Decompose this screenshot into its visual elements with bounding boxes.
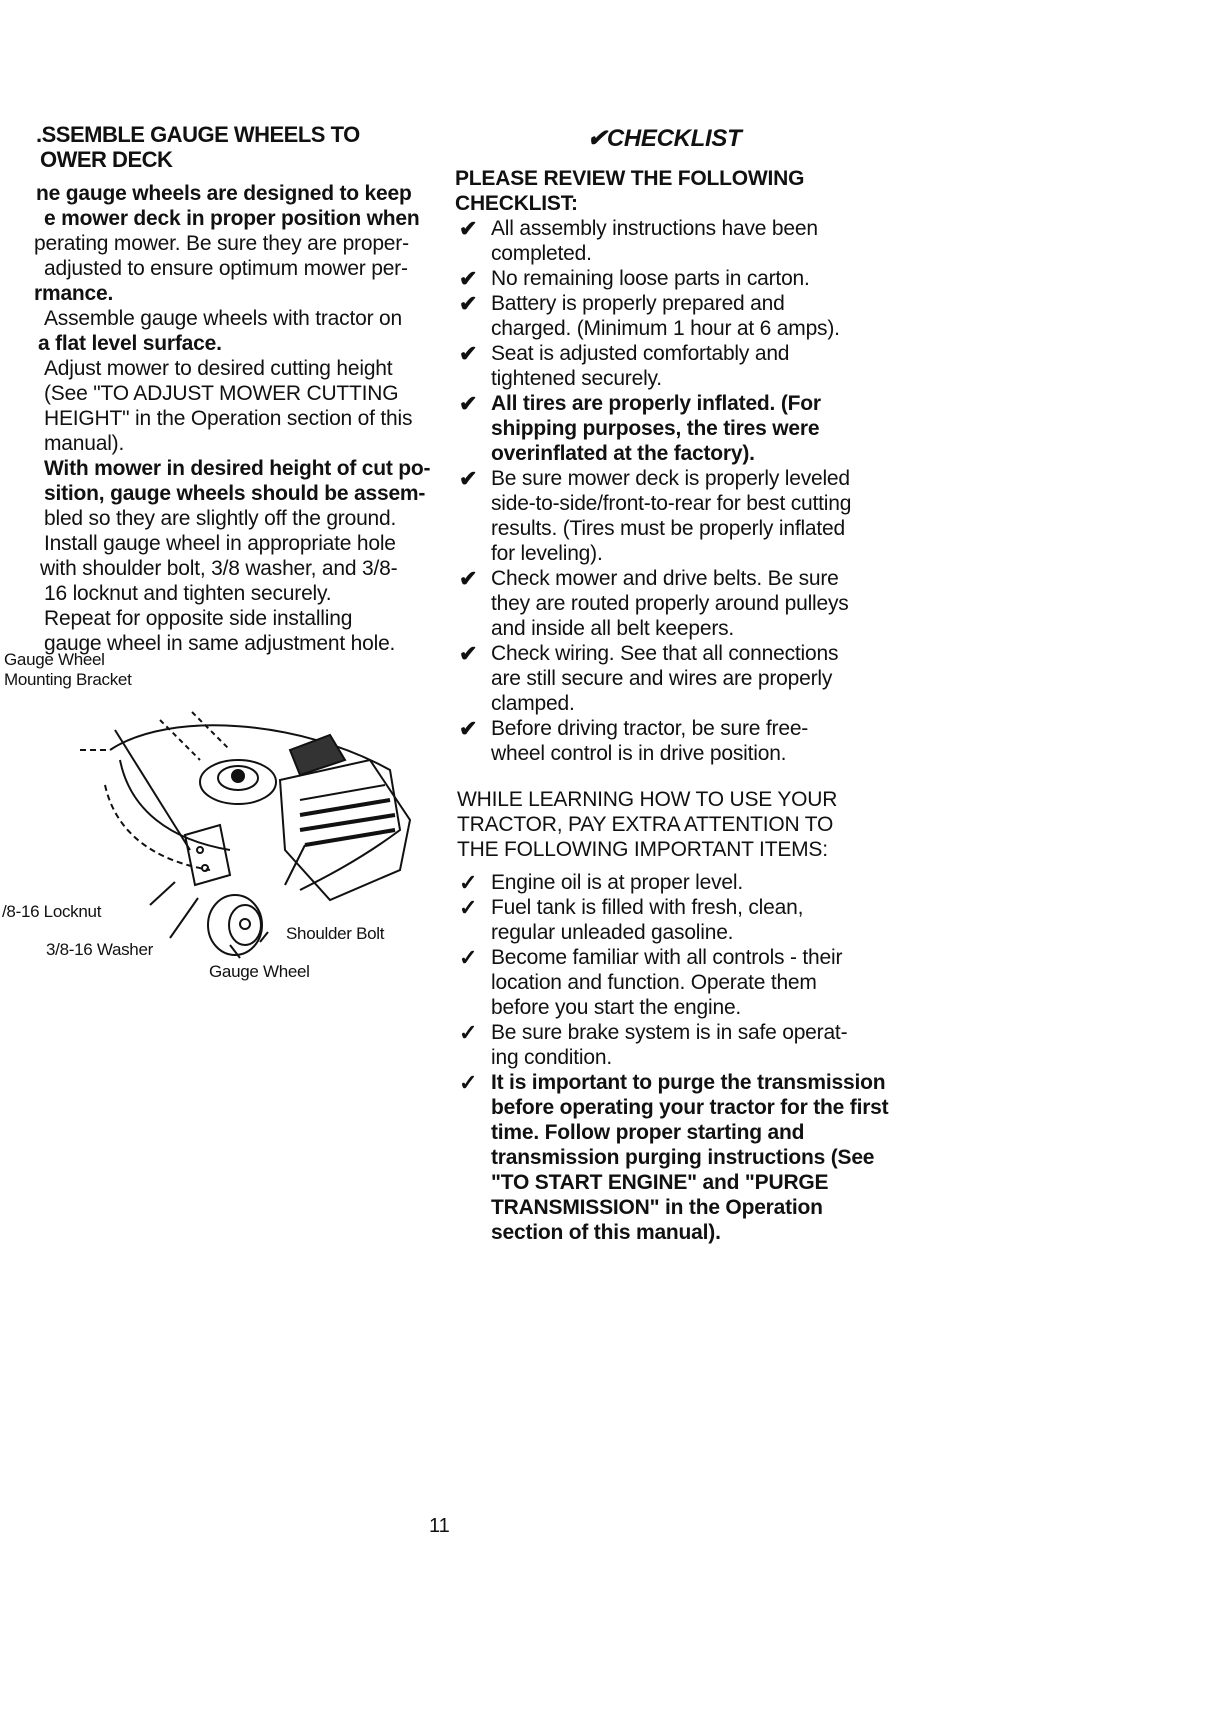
- body-line: rmance.: [34, 282, 114, 305]
- checklist-item-line: "TO START ENGINE" and "PURGE: [491, 1171, 829, 1194]
- checklist-item-line: It is important to purge the transmission: [491, 1071, 886, 1094]
- checklist-item-line: side-to-side/front-to-rear for best cutting: [491, 492, 852, 515]
- body-line: (See "TO ADJUST MOWER CUTTING: [44, 382, 399, 405]
- body-line: ne gauge wheels are designed to keep: [36, 182, 412, 205]
- body-line: manual).: [44, 432, 125, 455]
- checklist-item-line: before you start the engine.: [491, 996, 742, 1019]
- checklist-item-line: for leveling).: [491, 542, 603, 565]
- body-line: e mower deck in proper position when: [44, 207, 420, 230]
- checklist-item-line: transmission purging instructions (See: [491, 1146, 875, 1169]
- body-line: gauge wheel in same adjustment hole.: [44, 632, 396, 655]
- checklist-item-line: Fuel tank is filled with fresh, clean,: [491, 896, 804, 919]
- body-line: Assemble gauge wheels with tractor on: [44, 307, 402, 330]
- checklist-item-line: Before driving tractor, be sure free-: [491, 717, 809, 740]
- checkmark-icon: ✔: [459, 391, 478, 416]
- section-heading-line-1: .SSEMBLE GAUGE WHEELS TO: [36, 122, 360, 147]
- checkmark-icon: ✔: [459, 291, 478, 316]
- checkmark-icon: ✔: [459, 566, 478, 591]
- body-line: perating mower. Be sure they are proper-: [34, 232, 409, 255]
- body-line: With mower in desired height of cut po-: [44, 457, 431, 480]
- checklist-item-line: Check wiring. See that all connections: [491, 642, 839, 665]
- checklist-item-line: Engine oil is at proper level.: [491, 871, 743, 894]
- checklist-item-line: Be sure mower deck is properly leveled: [491, 467, 850, 490]
- page-number: 11: [429, 1515, 450, 1537]
- body-line: HEIGHT" in the Operation section of this: [44, 407, 413, 430]
- checklist-item-line: All assembly instructions have been: [491, 217, 818, 240]
- figure-label-washer: 3/8-16 Washer: [46, 940, 153, 959]
- body-line: bled so they are slightly off the ground.: [44, 507, 397, 530]
- section-heading-line-2: OWER DECK: [40, 147, 173, 172]
- checklist-item-line: regular unleaded gasoline.: [491, 921, 734, 944]
- checklist-item-line: Battery is properly prepared and: [491, 292, 785, 315]
- checkmark-icon: ✔: [459, 341, 478, 366]
- checklist-item-line: No remaining loose parts in carton.: [491, 267, 810, 290]
- checkmark-icon: ✔: [459, 216, 478, 241]
- body-line: adjusted to ensure optimum mower per-: [44, 257, 408, 280]
- checklist-item-line: location and function. Operate them: [491, 971, 817, 994]
- checklist-item-line: section of this manual).: [491, 1221, 721, 1244]
- checklist-item-line: time. Follow proper starting and: [491, 1121, 805, 1144]
- checkmark-icon: ✓: [459, 870, 478, 895]
- checklist-item-line: they are routed properly around pulleys: [491, 592, 849, 615]
- body-line: Install gauge wheel in appropriate hole: [44, 532, 396, 555]
- figure-label-locknut: /8-16 Locknut: [2, 902, 102, 921]
- checkmark-icon: ✓: [459, 1070, 478, 1095]
- while-learning-heading: TRACTOR, PAY EXTRA ATTENTION TO: [457, 813, 834, 836]
- checkmark-icon: ✔: [459, 466, 478, 491]
- figure-label-bracket: Gauge Wheel: [4, 650, 105, 669]
- figure-label-bracket: Mounting Bracket: [4, 670, 132, 689]
- checkmark-icon: ✔: [587, 125, 607, 152]
- body-line: with shoulder bolt, 3/8 washer, and 3/8-: [40, 557, 398, 580]
- checkmark-icon: ✓: [459, 1020, 478, 1045]
- checklist-item-line: All tires are properly inflated. (For: [491, 392, 821, 415]
- figure-label-gauge-wheel: Gauge Wheel: [209, 962, 310, 981]
- checklist-item-line: Be sure brake system is in safe operat-: [491, 1021, 848, 1044]
- checklist-item-line: Become familiar with all controls - their: [491, 946, 843, 969]
- checklist-title: [587, 126, 741, 151]
- checklist-item-line: Check mower and drive belts. Be sure: [491, 567, 839, 590]
- checkmark-icon: ✔: [459, 641, 478, 666]
- checklist-item-line: ing condition.: [491, 1046, 612, 1069]
- checklist-item-line: wheel control is in drive position.: [491, 742, 787, 765]
- checkmark-icon: ✓: [459, 945, 478, 970]
- checkmark-icon: ✔: [459, 266, 478, 291]
- checklist-item-line: Seat is adjusted comfortably and: [491, 342, 790, 365]
- body-line: sition, gauge wheels should be assem-: [44, 482, 426, 505]
- checklist-item-line: overinflated at the factory).: [491, 442, 755, 465]
- checklist-intro: CHECKLIST:: [455, 192, 578, 215]
- checklist-item-line: TRANSMISSION" in the Operation: [491, 1196, 823, 1219]
- checklist-item-line: tightened securely.: [491, 367, 662, 390]
- body-line: a flat level surface.: [38, 332, 222, 355]
- checklist-item-line: before operating your tractor for the first: [491, 1096, 889, 1119]
- checklist-item-line: charged. (Minimum 1 hour at 6 amps).: [491, 317, 840, 340]
- checklist-item-line: clamped.: [491, 692, 575, 715]
- body-line: Adjust mower to desired cutting height: [44, 357, 393, 380]
- checklist-item-line: and inside all belt keepers.: [491, 617, 735, 640]
- figure-label-shoulder-bolt: Shoulder Bolt: [286, 924, 385, 943]
- checklist-title-text: CHECKLIST: [606, 125, 742, 152]
- checkmark-icon: ✔: [459, 716, 478, 741]
- checklist-intro: PLEASE REVIEW THE FOLLOWING: [455, 167, 805, 190]
- while-learning-heading: THE FOLLOWING IMPORTANT ITEMS:: [457, 838, 828, 861]
- checklist-item-line: results. (Tires must be properly inflated: [491, 517, 845, 540]
- checklist-item-line: are still secure and wires are properly: [491, 667, 833, 690]
- checklist-item-line: shipping purposes, the tires were: [491, 417, 820, 440]
- body-line: 16 locknut and tighten securely.: [44, 582, 332, 605]
- while-learning-heading: WHILE LEARNING HOW TO USE YOUR: [457, 788, 838, 811]
- checkmark-icon: ✓: [459, 895, 478, 920]
- checklist-item-line: completed.: [491, 242, 592, 265]
- body-line: Repeat for opposite side installing: [44, 607, 353, 630]
